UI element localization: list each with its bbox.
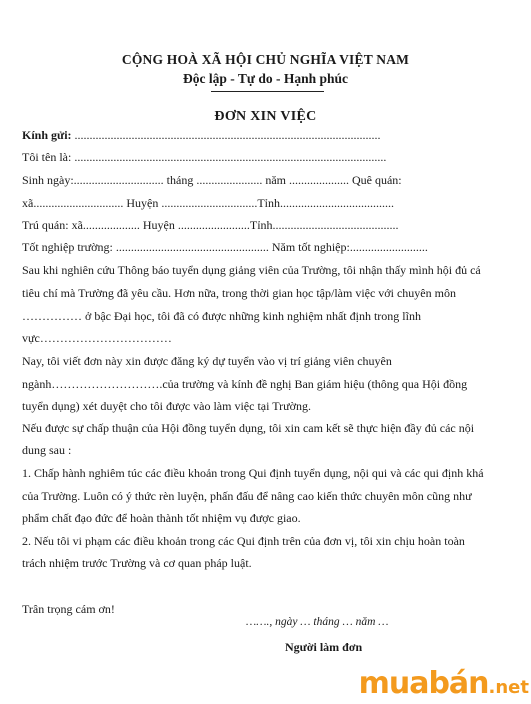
body-line: phẩm chất đạo đức để hoàn thành tốt nhiệm vụ được giao. — [22, 511, 301, 525]
national-title: CỘNG HOÀ XÃ HỘI CHỦ NGHĨA VIỆT NAM — [121, 52, 410, 67]
body-line: Sau khi nghiên cứu Thông báo tuyển dụng giảng viên của Trường, tôi nhận thấy mình hội đủ cá — [22, 263, 481, 277]
body-line: vực…………………………… — [22, 331, 172, 345]
body-line: ngành……………………….của trường và kính đề nghị Ban giám hiệu (thông qua Hội đồng — [22, 377, 468, 391]
watermark-logo — [359, 668, 529, 704]
recipient-label: Kính gửi: — [22, 128, 72, 142]
watermark-brand: muabán — [358, 666, 489, 701]
graduation-line: Tốt nghiệp trường: ................................................... Năm tốt nghiệp:.......................... — [22, 240, 428, 254]
signature-date: ……., ngày … tháng … năm … — [246, 616, 389, 628]
closing-text: Trân trọng cám ơn! — [22, 602, 115, 616]
birth-line: Sinh ngày:.............................. tháng ...................... năm .................... Quê quán: — [22, 173, 402, 187]
body-line: Nay, tôi viết đơn này xin được đăng ký dự tuyển vào vị trí giảng viên chuyên — [22, 354, 392, 368]
national-motto: Độc lập - Tự do - Hạnh phúc — [182, 71, 349, 86]
residence-line: Trú quán: xã................... Huyện ........................Tỉnh.......................................... — [22, 218, 399, 232]
watermark-tld: .net — [488, 677, 529, 698]
signer-label: Người làm đơn — [285, 640, 363, 654]
body-line: 1. Chấp hành nghiêm túc các điều khoản trong Qui định tuyển dụng, nội qui và các qui định khá — [22, 466, 484, 480]
body-line: của Trường. Luôn có ý thức rèn luyện, phấn đấu để nâng cao kiến thức chuyên môn cũng như — [22, 489, 472, 503]
document-title: ĐƠN XIN VIỆC — [214, 109, 317, 124]
body-line: 2. Nếu tôi vi phạm các điều khoản trong các Qui định trên của đơn vị, tôi xin chịu hoàn toàn — [22, 534, 465, 548]
body-line: tuyển dụng) xét duyệt cho tôi được vào làm việc tại Trường. — [22, 399, 311, 413]
body-line: tiêu chí mà Trường đã yêu cầu. Hơn nữa, trong thời gian học tập/làm việc với chuyên môn — [22, 286, 456, 300]
body-line: dung sau : — [22, 443, 72, 457]
motto-underline — [211, 91, 324, 92]
recipient-line — [22, 128, 381, 142]
hometown-line: xã.............................. Huyện ................................Tỉnh...................................... — [22, 196, 394, 210]
recipient-dots: ...................................................................................................... — [71, 128, 381, 142]
body-line: trách nhiệm trước Trường và cơ quan pháp luật. — [22, 556, 252, 570]
body-line: Nếu được sự chấp thuận của Hội đồng tuyển dụng, tôi xin cam kết sẽ thực hiện đầy đủ các nội — [22, 421, 475, 435]
name-line: Tôi tên là: ........................................................................................................ — [22, 150, 387, 164]
body-line: …………… ở bậc Đại học, tôi đã có được những kinh nghiệm nhất định trong lĩnh — [22, 309, 421, 323]
